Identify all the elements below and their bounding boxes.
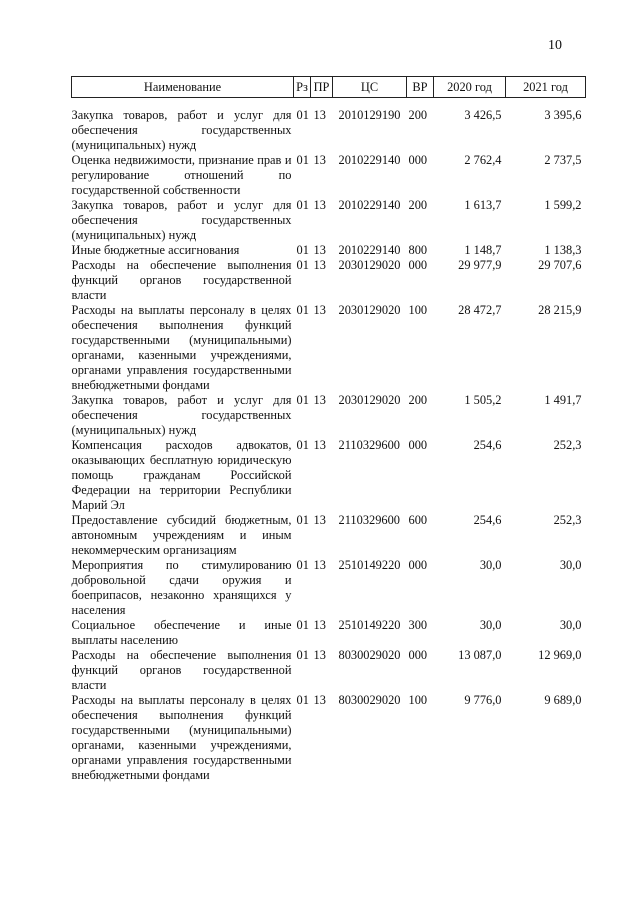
table-row (72, 98, 586, 154)
header-cs: ЦС (333, 77, 407, 98)
table-row (72, 513, 586, 558)
row-cs: 2510149220 (338, 618, 401, 632)
row-name: Оценка недвижимости, признание прав и регулирование отношений по государственной собственности (71, 153, 292, 197)
row-2020: 30,0 (479, 558, 502, 572)
row-rz: 01 (296, 153, 309, 167)
header-vr: ВР (407, 77, 434, 98)
row-pr: 13 (313, 513, 326, 527)
row-vr: 300 (408, 618, 428, 632)
row-name: Компенсация расходов адвокатов, оказывающих бесплатную юридическую помощь гражданам Российской Федерации на территории Республики Марий Эл (71, 438, 292, 512)
table-header-row (72, 77, 586, 98)
row-pr: 13 (313, 438, 326, 452)
header-pr: ПР (311, 77, 333, 98)
row-name: Расходы на обеспечение выполнения функций органов государственной власти (71, 258, 292, 302)
row-2020: 254,6 (473, 513, 502, 527)
budget-table (71, 76, 586, 783)
row-2021: 252,3 (553, 438, 582, 452)
row-cs: 2030129020 (338, 303, 401, 317)
row-2021: 252,3 (553, 513, 582, 527)
row-rz: 01 (296, 648, 309, 662)
row-cs: 2510149220 (338, 558, 401, 572)
header-rz: Рз (294, 77, 311, 98)
row-cs: 2010229140 (338, 153, 401, 167)
row-cs: 2110329600 (338, 438, 400, 452)
row-vr: 000 (408, 153, 428, 167)
row-rz: 01 (296, 393, 309, 407)
row-name: Расходы на выплаты персоналу в целях обеспечения выполнения функций государственными (муниципальными) органами, казенными учреждениями, органами управления государственными внебюджетными фондами (71, 693, 292, 782)
row-rz: 01 (296, 513, 309, 527)
row-pr: 13 (313, 648, 326, 662)
row-name: Расходы на обеспечение выполнения функций органов государственной власти (71, 648, 292, 692)
row-rz: 01 (296, 243, 309, 257)
row-pr: 13 (313, 693, 326, 707)
row-vr: 800 (408, 243, 428, 257)
row-2021: 9 689,0 (544, 693, 582, 707)
table-row (72, 558, 586, 618)
table-row (72, 438, 586, 513)
row-pr: 13 (313, 153, 326, 167)
row-rz: 01 (296, 438, 309, 452)
row-2021: 1 599,2 (544, 198, 582, 212)
row-vr: 100 (408, 693, 428, 707)
table-row (72, 258, 586, 303)
row-rz: 01 (296, 108, 309, 122)
row-pr: 13 (313, 558, 326, 572)
row-vr: 100 (408, 303, 428, 317)
row-rz: 01 (296, 618, 309, 632)
row-2021: 28 215,9 (538, 303, 582, 317)
row-2020: 1 505,2 (464, 393, 502, 407)
row-name: Мероприятия по стимулированию добровольной сдачи оружия и боеприпасов, незаконно хранящихся у населения (71, 558, 292, 617)
row-vr: 200 (408, 108, 428, 122)
row-pr: 13 (313, 198, 326, 212)
row-2020: 28 472,7 (458, 303, 502, 317)
row-2021: 12 969,0 (538, 648, 582, 662)
row-name: Закупка товаров, работ и услуг для обеспечения государственных (муниципальных) нужд (71, 198, 292, 242)
row-name: Иные бюджетные ассигнования (71, 243, 240, 257)
row-vr: 200 (408, 393, 428, 407)
row-rz: 01 (296, 258, 309, 272)
row-cs: 2110329600 (338, 513, 400, 527)
row-vr: 000 (408, 648, 428, 662)
row-name: Закупка товаров, работ и услуг для обеспечения государственных (муниципальных) нужд (71, 108, 292, 152)
row-pr: 13 (313, 243, 326, 257)
row-2020: 9 776,0 (464, 693, 502, 707)
row-2020: 2 762,4 (464, 153, 502, 167)
table-row (72, 618, 586, 648)
row-2020: 3 426,5 (464, 108, 502, 122)
row-pr: 13 (313, 258, 326, 272)
row-2020: 13 087,0 (458, 648, 502, 662)
row-2021: 29 707,6 (538, 258, 582, 272)
row-pr: 13 (313, 393, 326, 407)
row-pr: 13 (313, 618, 326, 632)
row-rz: 01 (296, 303, 309, 317)
header-2020: 2020 год (434, 77, 506, 98)
row-cs: 2010229140 (338, 198, 401, 212)
row-2021: 30,0 (559, 618, 582, 632)
row-name: Расходы на выплаты персоналу в целях обеспечения выполнения функций государственными (муниципальными) органами, казенными учреждениями, органами управления государственными внебюджетными фондами (71, 303, 292, 392)
table-row (72, 243, 586, 258)
row-2021: 1 138,3 (544, 243, 582, 257)
row-cs: 2010129190 (338, 108, 401, 122)
row-2021: 30,0 (559, 558, 582, 572)
row-cs: 8030029020 (338, 693, 401, 707)
row-2021: 2 737,5 (544, 153, 582, 167)
row-pr: 13 (313, 303, 326, 317)
header-2021: 2021 год (506, 77, 586, 98)
row-rz: 01 (296, 198, 309, 212)
row-cs: 8030029020 (338, 648, 401, 662)
row-vr: 000 (408, 438, 428, 452)
table-row (72, 693, 586, 783)
row-2021: 1 491,7 (544, 393, 582, 407)
row-vr: 000 (408, 258, 428, 272)
row-cs: 2010229140 (338, 243, 401, 257)
table-row (72, 303, 586, 393)
row-cs: 2030129020 (338, 393, 401, 407)
header-name: Наименование (72, 77, 294, 98)
row-vr: 200 (408, 198, 428, 212)
row-2020: 1 613,7 (464, 198, 502, 212)
table-row (72, 648, 586, 693)
row-2020: 30,0 (479, 618, 502, 632)
row-name: Предоставление субсидий бюджетным, автономным учреждениям и иным некоммерческим организациям (71, 513, 292, 557)
row-pr: 13 (313, 108, 326, 122)
page-number: 10 (548, 38, 562, 53)
row-2020: 29 977,9 (458, 258, 502, 272)
row-2020: 254,6 (473, 438, 502, 452)
row-vr: 600 (408, 513, 428, 527)
table-row (72, 153, 586, 198)
table-row (72, 198, 586, 243)
row-cs: 2030129020 (338, 258, 401, 272)
row-name: Социальное обеспечение и иные выплаты населению (71, 618, 292, 647)
row-2021: 3 395,6 (544, 108, 582, 122)
row-vr: 000 (408, 558, 428, 572)
row-2020: 1 148,7 (464, 243, 502, 257)
row-rz: 01 (296, 558, 309, 572)
row-name: Закупка товаров, работ и услуг для обеспечения государственных (муниципальных) нужд (71, 393, 292, 437)
row-rz: 01 (296, 693, 309, 707)
table-row (72, 393, 586, 438)
